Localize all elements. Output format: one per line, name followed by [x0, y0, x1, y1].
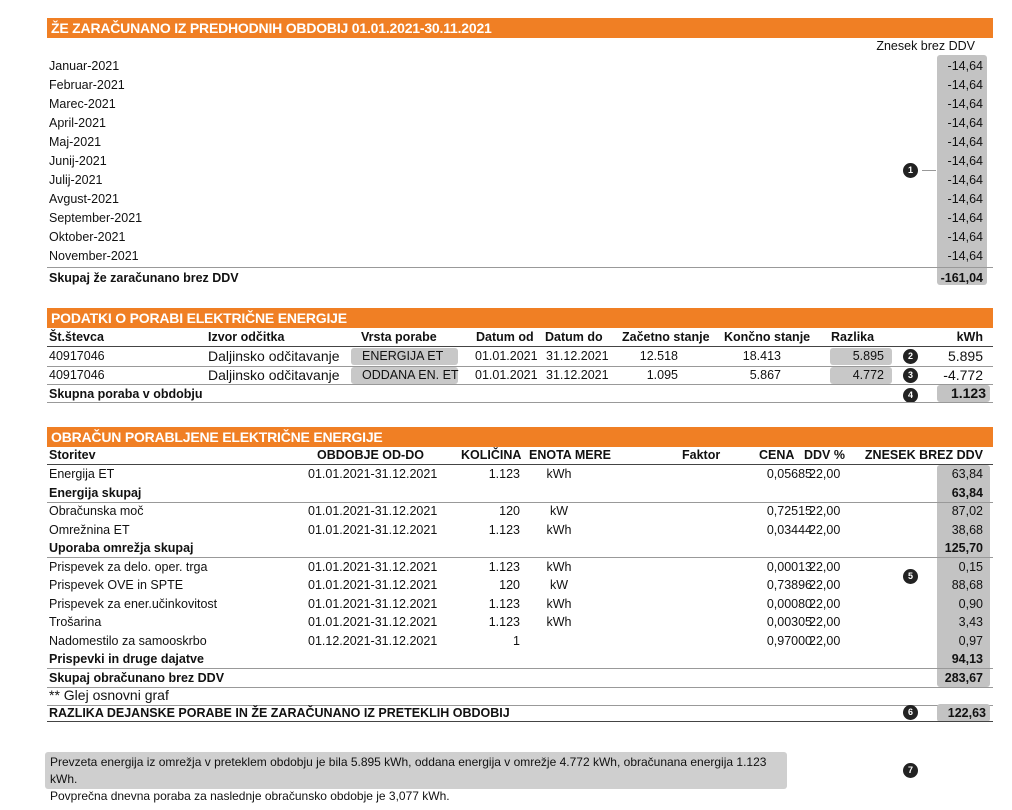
month-amount: -14,64 [947, 135, 983, 149]
service-name: Nadomestilo za samooskrbo [49, 633, 207, 648]
badge-3: 3 [903, 368, 918, 383]
divider [47, 402, 993, 403]
billing-subtotal-row [47, 539, 993, 558]
prior-billing-row [47, 133, 993, 152]
service-vat: 22,00 [809, 467, 841, 481]
service-vat: 22,00 [809, 615, 841, 629]
reading-source: Daljinsko odčitavanje [208, 367, 340, 383]
date-from: 01.01.2021 [475, 368, 538, 382]
service-amount: 63,84 [951, 485, 983, 500]
service-name: Energija skupaj [49, 485, 142, 500]
header-diff: Razlika [831, 330, 875, 344]
header-date-from: Datum od [476, 330, 534, 344]
badge-6: 6 [903, 705, 918, 720]
service-name: Prispevki in druge dajatve [49, 652, 204, 666]
month-amount: -14,64 [947, 173, 983, 187]
service-name: Uporaba omrežja skupaj [49, 541, 194, 555]
service-vat: 22,00 [809, 522, 841, 537]
billing-row [47, 595, 993, 614]
billing-row [47, 613, 993, 632]
billing-subtotal-row [47, 484, 993, 503]
header-factor: Faktor [682, 448, 721, 462]
month-amount: -14,64 [947, 97, 983, 111]
service-name: Omrežnina ET [49, 522, 130, 537]
month-amount: -14,64 [947, 249, 983, 263]
divider [47, 721, 993, 722]
service-unit: kW [549, 504, 569, 518]
header-meter: Št.števca [49, 330, 104, 344]
prior-billing-row [47, 152, 993, 171]
service-price: 0,72515 [766, 504, 812, 518]
service-quantity: 1.123 [488, 615, 520, 629]
header-unit: ENOTA MERE [529, 448, 611, 462]
service-period: 01.12.2021-31.12.2021 [308, 633, 438, 648]
service-vat: 22,00 [809, 633, 841, 648]
footnote: ** Glej osnovni graf [49, 687, 169, 703]
prior-billing-row [47, 95, 993, 114]
info-note-line-2: Povprečna dnevna poraba za naslednje obračunsko obdobje je 3,077 kWh. [50, 789, 450, 803]
section-title-prior-billing: ŽE ZARAČUNANO IZ PREDHODNIH OBDOBIJ 01.01.2021-30.11.2021 [47, 18, 993, 38]
service-amount: 3,43 [958, 615, 983, 629]
service-price: 0,05685 [766, 467, 812, 481]
service-quantity: 120 [499, 504, 520, 518]
month-amount: -14,64 [947, 116, 983, 130]
billing-header-row [47, 446, 993, 465]
service-vat: 22,00 [809, 504, 841, 518]
service-quantity: 1.123 [488, 596, 520, 611]
prior-billing-row [47, 171, 993, 190]
service-amount: 94,13 [951, 652, 983, 666]
prior-billing-row [47, 57, 993, 76]
badge-5: 5 [903, 569, 918, 584]
service-quantity: 1.123 [488, 522, 520, 537]
service-unit: kW [549, 578, 569, 592]
service-vat: 22,00 [809, 559, 841, 574]
service-name: Prispevek OVE in SPTE [49, 578, 184, 592]
prior-billing-row [47, 209, 993, 228]
billing-subtotal-row [47, 650, 993, 669]
service-name: Prispevek za delo. oper. trga [49, 559, 208, 574]
consumption-type: ENERGIJA ET [362, 349, 444, 363]
billing-row [47, 632, 993, 651]
header-period: OBDOBJE OD-DO [317, 448, 424, 462]
date-to: 31.12.2021 [546, 349, 609, 363]
divider [47, 267, 993, 268]
billing-row [47, 558, 993, 577]
divider [47, 687, 993, 688]
service-amount: 38,68 [951, 522, 983, 537]
month-label: Februar-2021 [49, 78, 125, 92]
prior-billing-row [47, 247, 993, 266]
month-label: Januar-2021 [49, 59, 120, 73]
service-price: 0,97000 [766, 633, 812, 648]
prior-billing-row [47, 76, 993, 95]
service-period: 01.01.2021-31.12.2021 [308, 615, 438, 629]
service-period: 01.01.2021-31.12.2021 [308, 559, 438, 574]
consumption-row [47, 347, 993, 366]
kwh-value: 5.895 [947, 348, 983, 364]
section-title-billing: OBRAČUN PORABLJENE ELEKTRIČNE ENERGIJE [47, 427, 993, 447]
service-amount: 283,67 [944, 670, 983, 685]
service-amount: 88,68 [951, 578, 983, 592]
service-period: 01.01.2021-31.12.2021 [308, 522, 438, 537]
column-header-amount: Znesek brez DDV [876, 39, 975, 53]
service-quantity: 1 [513, 633, 520, 648]
service-amount: 87,02 [951, 504, 983, 518]
billing-row [47, 465, 993, 484]
header-service: Storitev [49, 448, 96, 462]
header-type: Vrsta porabe [361, 330, 437, 344]
difference-label: RAZLIKA DEJANSKE PORABE IN ŽE ZARAČUNANO IZ PRETEKLIH OBDOBIJ [49, 706, 510, 720]
badge-2: 2 [903, 349, 918, 364]
month-label: Maj-2021 [49, 135, 102, 149]
month-label: Marec-2021 [49, 97, 116, 111]
info-note-line-1: Prevzeta energija iz omrežja v preteklem obdobju je bila 5.895 kWh, oddana energija v omrežje 4.772 kWh, obračunana energija 1.123 kWh. [50, 755, 767, 786]
meter-number: 40917046 [49, 349, 105, 363]
kwh-value: -4.772 [943, 367, 983, 383]
service-quantity: 1.123 [488, 467, 520, 481]
header-date-to: Datum do [545, 330, 603, 344]
service-vat: 22,00 [809, 596, 841, 611]
month-label: Junij-2021 [49, 154, 107, 168]
section-title-consumption: PODATKI O PORABI ELEKTRIČNE ENERGIJE [47, 308, 993, 328]
header-qty: KOLIČINA [461, 448, 522, 462]
billing-subtotal-row [47, 669, 993, 688]
month-label: Avgust-2021 [49, 192, 119, 206]
prior-billing-total-label: Skupaj že zaračunano brez DDV [49, 271, 239, 285]
difference-value: 122,63 [947, 706, 986, 720]
consumption-total-label: Skupna poraba v obdobju [49, 387, 203, 401]
header-kwh: kWh [956, 330, 983, 344]
badge-7: 7 [903, 763, 918, 778]
service-amount: 63,84 [951, 467, 983, 481]
start-reading: 12.518 [639, 349, 678, 363]
month-label: Julij-2021 [49, 173, 103, 187]
service-name: Skupaj obračunano brez DDV [49, 670, 225, 685]
service-amount: 0,15 [958, 559, 983, 574]
service-price: 0,00305 [766, 615, 812, 629]
service-period: 01.01.2021-31.12.2021 [308, 504, 438, 518]
billing-row [47, 502, 993, 521]
reading-diff: 4.772 [852, 368, 884, 382]
date-to: 31.12.2021 [546, 368, 609, 382]
service-price: 0,00013 [766, 559, 812, 574]
service-name: Obračunska moč [49, 504, 144, 518]
header-price: CENA [759, 448, 795, 462]
service-price: 0,00080 [766, 596, 812, 611]
reading-source: Daljinsko odčitavanje [208, 348, 340, 364]
billing-row [47, 521, 993, 540]
badge-4: 4 [903, 388, 918, 403]
end-reading: 5.867 [749, 368, 781, 382]
date-from: 01.01.2021 [475, 349, 538, 363]
service-quantity: 120 [499, 578, 520, 592]
header-vat: DDV % [804, 448, 845, 462]
header-amount: ZNESEK BREZ DDV [864, 448, 983, 462]
consumption-total-value: 1.123 [950, 385, 986, 401]
header-end: Končno stanje [724, 330, 811, 344]
service-unit: kWh [546, 596, 572, 611]
service-amount: 0,90 [958, 596, 983, 611]
prior-billing-total-row [47, 269, 993, 288]
prior-billing-total-value: -161,04 [940, 271, 983, 285]
prior-billing-row [47, 190, 993, 209]
meter-number: 40917046 [49, 368, 105, 382]
badge-1: 1 [903, 163, 918, 178]
month-amount: -14,64 [947, 154, 983, 168]
info-note [45, 752, 787, 803]
prior-billing-row [47, 228, 993, 247]
billing-row [47, 576, 993, 595]
service-period: 01.01.2021-31.12.2021 [308, 467, 438, 481]
service-price: 0,73896 [766, 578, 812, 592]
service-period: 01.01.2021-31.12.2021 [308, 596, 438, 611]
month-amount: -14,64 [947, 192, 983, 206]
month-label: April-2021 [49, 116, 106, 130]
month-label: November-2021 [49, 249, 139, 263]
prior-billing-row [47, 114, 993, 133]
month-amount: -14,64 [947, 230, 983, 244]
month-amount: -14,64 [947, 211, 983, 225]
service-quantity: 1.123 [488, 559, 520, 574]
service-amount: 0,97 [958, 633, 983, 648]
service-price: 0,03444 [766, 522, 812, 537]
service-unit: kWh [546, 522, 572, 537]
start-reading: 1.095 [646, 368, 678, 382]
month-label: September-2021 [49, 211, 143, 225]
end-reading: 18.413 [742, 349, 781, 363]
service-unit: kWh [546, 467, 572, 481]
service-name: Trošarina [49, 615, 102, 629]
reading-diff: 5.895 [852, 349, 884, 363]
service-amount: 125,70 [944, 541, 983, 555]
service-unit: kWh [546, 559, 572, 574]
service-unit: kWh [546, 615, 572, 629]
service-period: 01.01.2021-31.12.2021 [308, 578, 438, 592]
consumption-header-row [47, 328, 993, 347]
badge-connector [922, 170, 936, 171]
service-vat: 22,00 [809, 578, 841, 592]
month-label: Oktober-2021 [49, 230, 126, 244]
header-start: Začetno stanje [622, 330, 710, 344]
service-name: Energija ET [49, 467, 115, 481]
month-amount: -14,64 [947, 59, 983, 73]
consumption-row [47, 366, 993, 385]
consumption-type: ODDANA EN. ET [362, 368, 459, 382]
header-source: Izvor odčitka [208, 330, 285, 344]
month-amount: -14,64 [947, 78, 983, 92]
service-name: Prispevek za ener.učinkovitost [49, 596, 218, 611]
